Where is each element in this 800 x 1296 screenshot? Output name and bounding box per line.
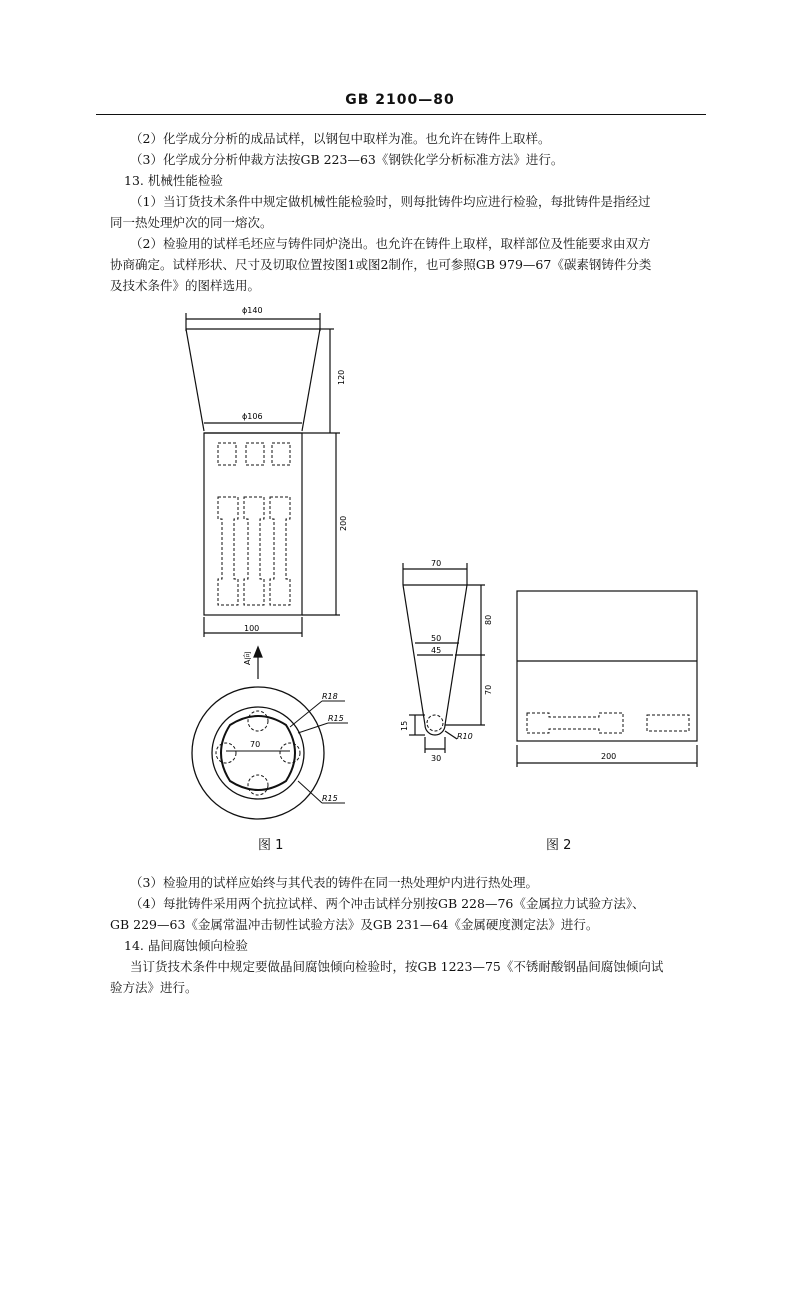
dim-w200: 200	[601, 752, 617, 761]
header-rule	[96, 114, 706, 115]
dim-mid-dia: ϕ106	[242, 412, 263, 421]
figure-2-caption: 图 2	[546, 838, 572, 853]
dim-r18: R18	[322, 692, 338, 701]
dim-top-dia: ϕ140	[242, 306, 263, 315]
paragraph: 同一热处理炉次的同一熔次。	[110, 215, 273, 230]
dim-h15: 15	[400, 720, 409, 731]
paragraph: （3）化学成分分析仲裁方法按GB 223—63《钢铁化学分析标准方法》进行。	[130, 152, 564, 167]
section-heading: 14. 晶间腐蚀倾向检验	[124, 938, 248, 953]
paragraph: （4）每批铸件采用两个抗拉试样、两个冲击试样分别按GB 228—76《金属拉力试验方法》、	[130, 896, 645, 911]
figure-1-drawing	[170, 295, 390, 830]
dim-r15a: R15	[328, 714, 344, 723]
paragraph: （3）检验用的试样应始终与其代表的铸件在同一热处理炉内进行热处理。	[130, 875, 538, 890]
dim-w50: 50	[431, 634, 442, 643]
dim-h-body: 200	[339, 515, 348, 531]
paragraph: （2）化学成分分析的成品试样，以钢包中取样为准。也允许在铸件上取样。	[130, 131, 551, 146]
dim-w30: 30	[431, 754, 442, 763]
dim-top-w: 70	[431, 559, 442, 568]
paragraph: 当订货技术条件中规定要做晶间腐蚀倾向检验时，按GB 1223—75《不锈耐酸钢晶间腐蚀倾向试	[130, 959, 664, 974]
paragraph: （2）检验用的试样毛坯应与铸件同炉浇出。也允许在铸件上取样，取样部位及性能要求由双方	[130, 236, 651, 251]
section-heading: 13. 机械性能检验	[124, 173, 223, 188]
dim-w70: 70	[250, 740, 261, 749]
figure-2-drawing	[395, 555, 715, 770]
paragraph: （1）当订货技术条件中规定做机械性能检验时，则每批铸件均应进行检验，每批铸件是指经过	[130, 194, 651, 209]
standard-header: GB 2100—80	[345, 92, 455, 108]
paragraph: 及技术条件》的图样选用。	[110, 278, 261, 293]
dim-h70: 70	[484, 684, 493, 695]
paragraph: 协商确定。试样形状、尺寸及切取位置按图1或图2制作，也可参照GB 979—67《碳素钢铸件分类	[110, 257, 652, 272]
dim-w45: 45	[431, 646, 442, 655]
figure-1-caption: 图 1	[258, 838, 284, 853]
dim-h-top: 120	[337, 369, 346, 385]
paragraph: 验方法》进行。	[110, 980, 198, 995]
dim-r15b: R15	[322, 794, 338, 803]
dim-r10: R10	[457, 732, 473, 741]
dim-width-bottom: 100	[244, 624, 260, 633]
paragraph: GB 229—63《金属常温冲击韧性试验方法》及GB 231—64《金属硬度测定法》进行。	[110, 917, 599, 932]
view-label: A向	[243, 651, 252, 665]
dim-h-top: 80	[484, 614, 493, 625]
